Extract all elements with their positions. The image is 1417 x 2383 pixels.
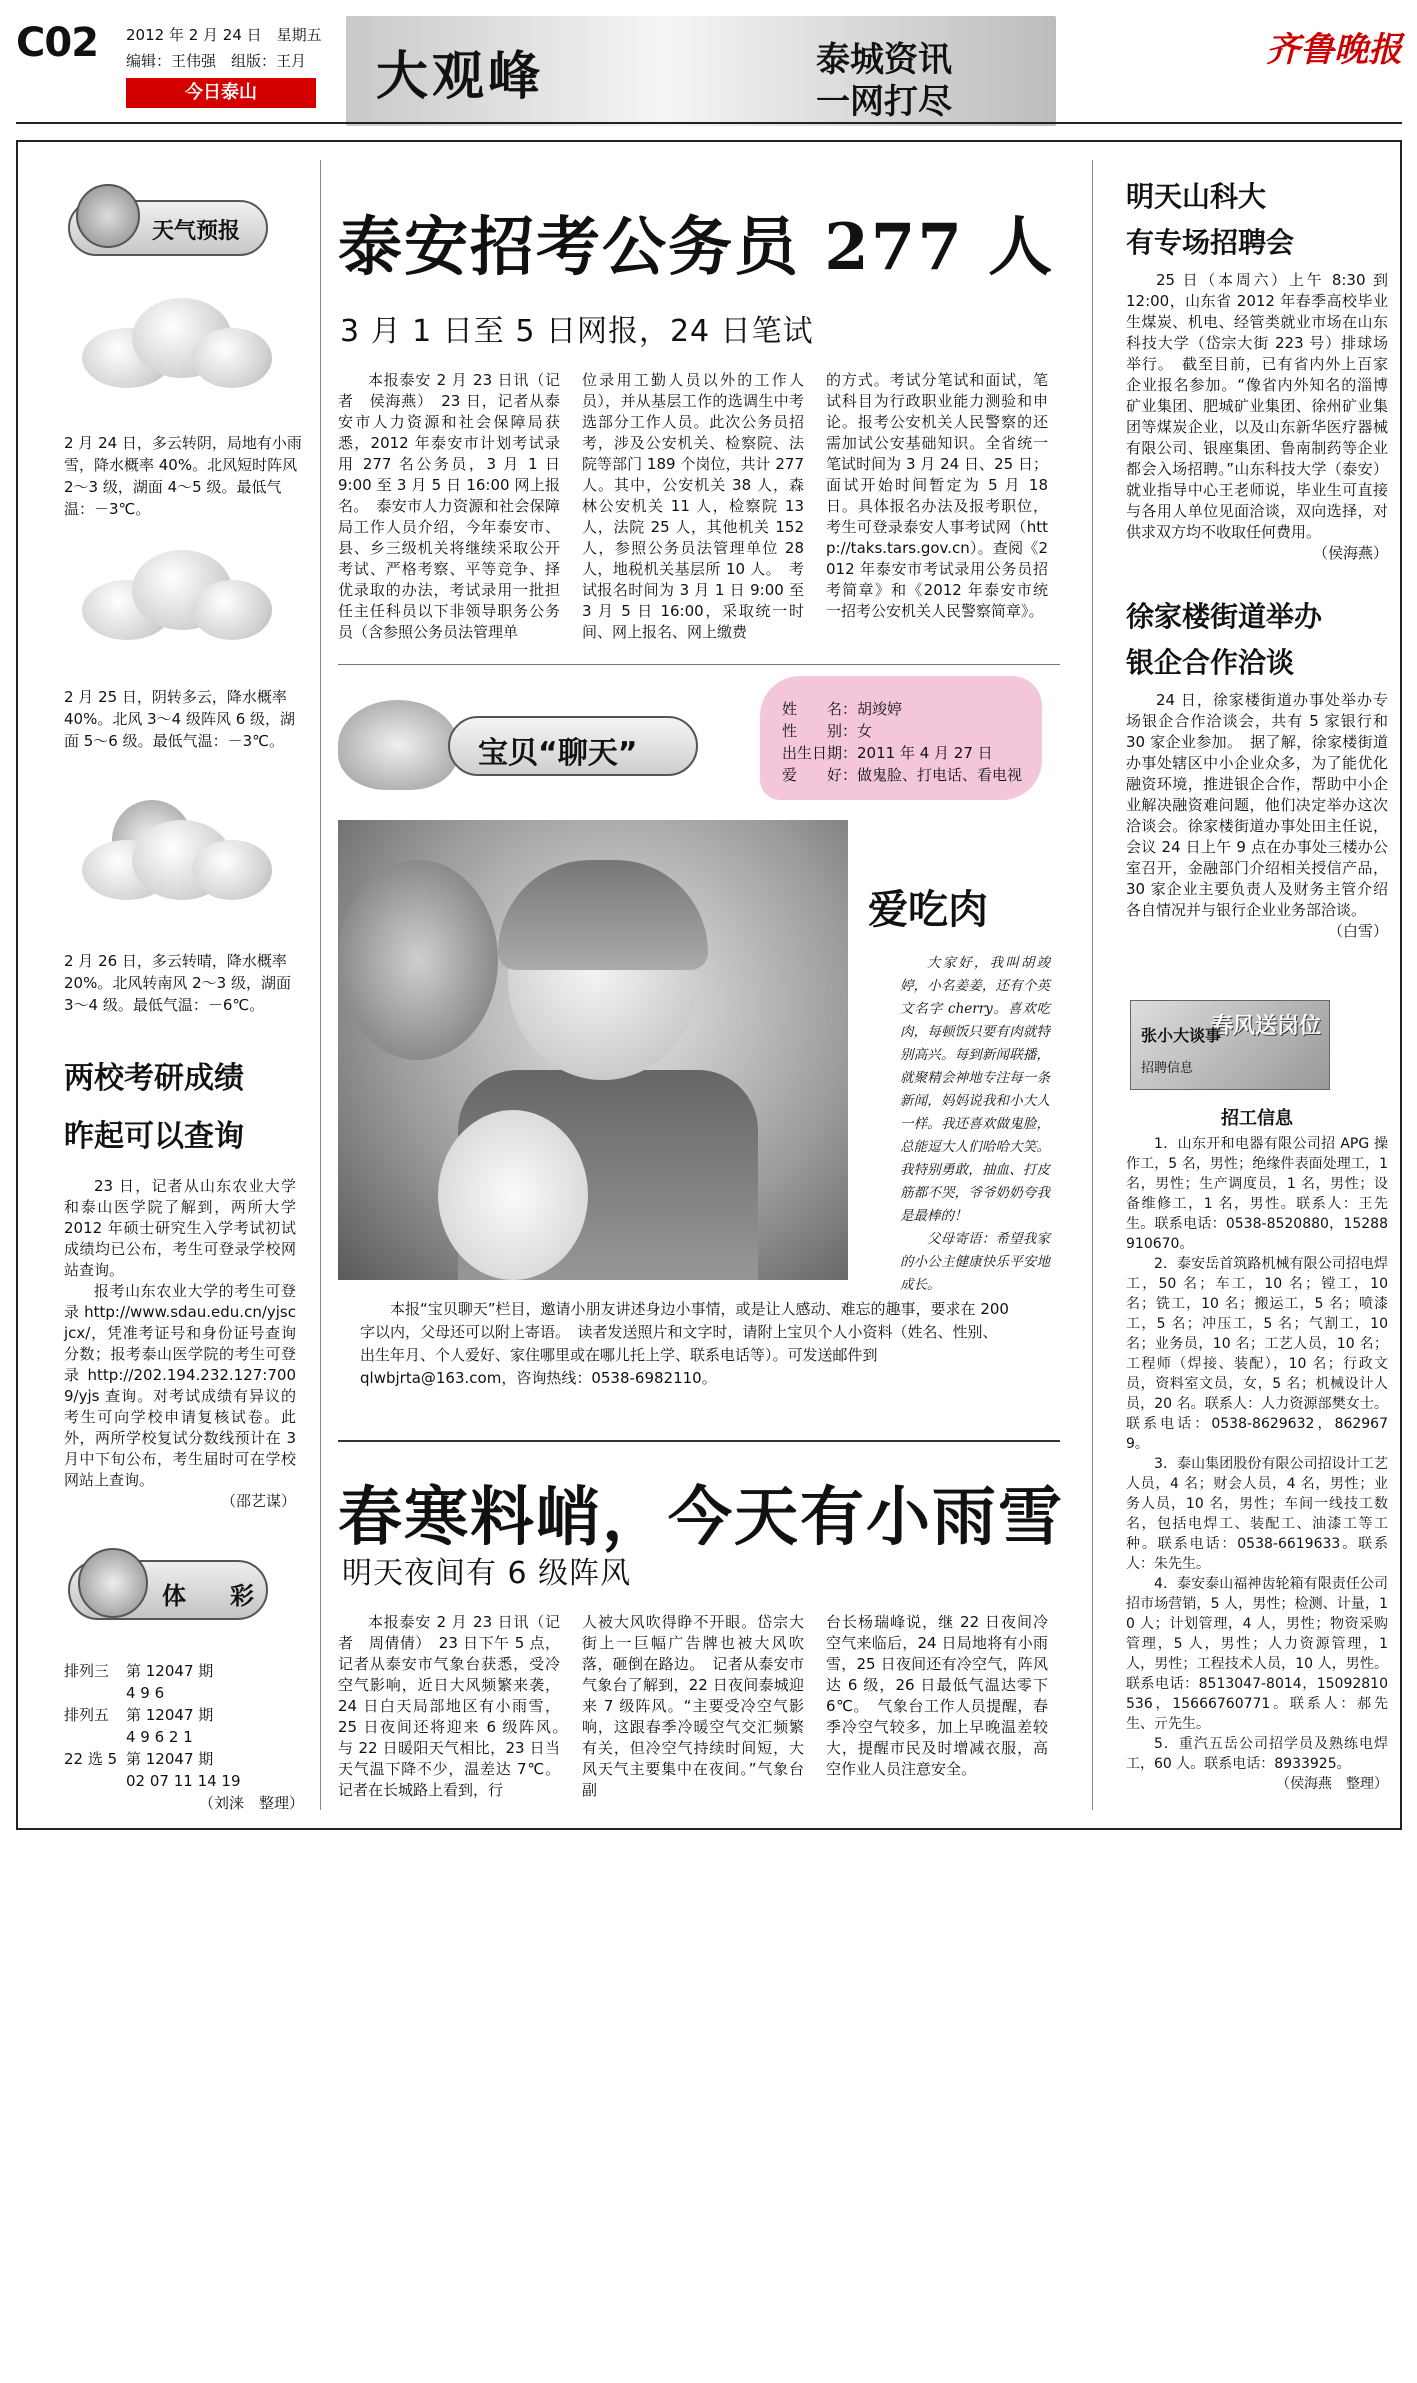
weather-col1: 本报泰安 2 月 23 日讯（记者 周倩倩） 23 日下午 5 点，记者从泰安市气象台获悉，受冷空气影响，近日大风频繁来袭，24 日白天局部地区有小雨雪，25 日夜间还将迎来 6 级阵风。 与 22 日暖阳天气相比，23 日当天气温下降不少，温差达 7℃。记者在长城路上看到，行	[338, 1613, 576, 1799]
newspaper-logo: 齐鲁晚报	[1266, 30, 1402, 70]
bank-headline-line1: 徐家楼街道举办	[1126, 600, 1323, 633]
recruitment-title: 招工信息	[1221, 1108, 1293, 1129]
baby-story-title: 爱吃肉	[868, 886, 988, 933]
baby-info-name: 姓 名：胡竣婷	[782, 700, 903, 718]
job-fair-headline-line1: 明天山科大	[1126, 180, 1267, 213]
job-fair-byline: （侯海燕）	[1312, 544, 1388, 562]
sun-icon	[76, 184, 140, 248]
exam-body	[64, 1176, 296, 1512]
weather-subhead: 明天夜间有 6 级阵风	[342, 1556, 632, 1591]
bank-headline-line2: 银企合作洽谈	[1126, 646, 1295, 679]
ad-title: 春风送岗位	[1211, 1014, 1322, 1039]
lottery-results	[64, 1660, 304, 1814]
recruitment-item: 5．重汽五岳公司招学员及熟练电焊工，60 人。联系电话：8933925。	[1126, 1736, 1388, 1772]
exam-byline: （邵艺谋）	[220, 1492, 296, 1510]
teddy-bear	[438, 1110, 588, 1280]
baby-info-birthdate: 出生日期：2011 年 4 月 27 日	[782, 744, 993, 762]
editors: 编辑：王伟强 组版：王月	[126, 52, 307, 70]
weather-col2: 人被大风吹得睁不开眼。岱宗大街上一巨幅广告牌也被大风吹落，砸倒在路边。 记者从泰安市气象台了解到，22 日夜间泰城迎来 7 级阵风。“主要受冷空气影响，这跟春季冷暖空气交汇频繁有关，但冷空气持续时间短，大风天气主要集中在夜间。”气象台副	[582, 1613, 804, 1799]
baby-info-hobbies: 爱 好：做鬼脸、打电话、看电视	[782, 766, 1023, 784]
civil-service-headline: 泰安招考公务员 277 人	[338, 210, 1055, 285]
baby-info-card	[760, 676, 1042, 800]
baby-chat-label: 宝贝“聊天”	[478, 736, 638, 771]
cloudy-icon	[72, 288, 272, 388]
parents-message: 父母寄语：希望我家的小公主健康快乐平安地成长。	[900, 1231, 1050, 1293]
weather-day-3: 2 月 26 日，多云转晴，降水概率 20%。北风转南风 2～3 级，湖面 3～4 级。最低气温：－6℃。	[64, 952, 291, 1014]
job-fair-headline	[1126, 174, 1386, 266]
banner-subtitle-1: 泰城资讯	[816, 40, 952, 80]
civil-service-subhead: 3 月 1 日至 5 日网报，24 日笔试	[340, 314, 814, 349]
ad-caption: 招聘信息	[1141, 1061, 1194, 1076]
exam-paragraph: 报考山东农业大学的考生可登录 http://www.sdau.edu.cn/yjscjcx/，凭准考证号和身份证号查询分数；报考泰山医学院的考生可登录 http://202.194.232.127:7009/yjs 查询。对考试成绩有异议的考生可向学校申请复核试卷。此外，两所学校复试分数线预计在 3 月中下旬公布，考生届时可在学校网站上查询。	[64, 1282, 296, 1489]
section-rule	[338, 1440, 1060, 1442]
cloudy-icon	[72, 540, 272, 640]
section-label: 今日泰山	[126, 78, 316, 108]
cartoon-mascot-icon	[338, 700, 458, 790]
banner-title: 大观峰	[376, 46, 545, 107]
header-rule	[16, 122, 1402, 124]
issue-date: 2012 年 2 月 24 日 星期五	[126, 26, 322, 44]
bank-headline	[1126, 594, 1386, 686]
lottery-row: 22 选 5 第 12047 期 02 07 11 14 19	[64, 1750, 241, 1790]
weather-badge	[68, 200, 268, 256]
lottery-badge	[68, 1560, 268, 1620]
exam-headline-line1: 两校考研成绩	[64, 1061, 244, 1096]
recruitment-item: 3．泰山集团股份有限公司招设计工艺人员，4 名；财会人员，4 名，男性；业务人员，10 名，男性；车间一线技工数名，包括电焊工、装配工、油漆工等工种。联系电话：0538-6619633。联系人：朱先生。	[1126, 1456, 1388, 1572]
baby-story-text: 大家好，我叫胡竣婷，小名姜姜，还有个英文名字 cherry。喜欢吃肉，每顿饭只要有肉就特别高兴。每到新闻联播，就聚精会神地专注每一条新闻，妈妈说我和小大人一样。我还喜欢做鬼脸，总能逗大人们哈哈大笑。我特别勇敢，抽血、打皮筋都不哭，爷爷奶奶夸我是最棒的！ 父母寄语：希望我家的小公主健康快乐平安地成长。	[900, 952, 1050, 1297]
sun-cloud-icon	[72, 800, 272, 900]
bank-body: 24 日，徐家楼街道办事处举办专场银企合作洽谈会，共有 5 家银行和 30 家企业参加。 据了解，徐家楼街道办事处辖区中小企业众多，为了能优化融资环境，推进银企合作，帮助中小企业解决融资难问题，他们决定举办这次洽谈会。徐家楼街道办事处田主任说，会议 24 日上午 9 点在办事处三楼办公室召开，金融部门介绍相关授信产品，30 家企业主要负责人及财务主管介绍各自情况并与银行企业业务部洽谈。 （白雪）	[1126, 691, 1388, 940]
section-rule	[338, 664, 1060, 665]
lottery-row: 排列三 第 12047 期 4 9 6	[64, 1662, 214, 1702]
job-fair-headline-line2: 有专场招聘会	[1126, 226, 1295, 259]
lottery-badge-label: 体 彩	[162, 1582, 264, 1610]
baby-info-gender: 性 别：女	[782, 722, 873, 740]
recruitment-byline: （侯海燕 整理）	[1276, 1776, 1388, 1792]
weather-col3: 台长杨瑞峰说，继 22 日夜间冷空气来临后，24 日局地将有小雨雪，25 日夜间还有冷空气，阵风达 6 级，26 日最低气温达零下 6℃。 气象台工作人员提醒，春季冷空气较多，加上早晚温差较大，提醒市民及时增减衣服，高空作业人员注意安全。	[826, 1613, 1048, 1778]
page-header	[16, 16, 1402, 126]
recruitment-item: 2．泰安岳首筑路机械有限公司招电焊工，50 名；车工，10 名；镗工，10 名；铣工，10 名；搬运工，5 名；喷漆工，5 名；冲压工，5 名；气割工，10 名；业务员，10 名；工艺人员，10 名；工程师（焊接、装配），10 名；行政文员，资料室文员，女，5 名；机械设计人员，20 名。联系人：人力资源部樊女士。联系电话：0538-8629632，8629679。	[1126, 1256, 1388, 1452]
bank-byline: （白雪）	[1327, 922, 1388, 940]
weather-day-2: 2 月 25 日，阴转多云，降水概率 40%。北风 3～4 级阵风 6 级，湖面 5～6 级。最低气温：－3℃。	[64, 688, 296, 750]
banner	[346, 16, 1056, 126]
recruitment-item: 1．山东开和电器有限公司招 APG 操作工，5 名，男性；绝缘件表面处理工，1 名，男性；生产调度员，1 名，男性；设备维修工，1 名，男性。联系人：王先生。联系电话：0538-8520880，15288910670。	[1126, 1136, 1388, 1252]
banner-subtitle-2: 一网打尽	[816, 82, 952, 122]
recruitment-list	[1126, 1134, 1388, 1794]
lottery-byline: （刘涞 整理）	[198, 1794, 304, 1812]
exam-headline	[64, 1050, 304, 1166]
recruitment-ad-banner	[1130, 1000, 1330, 1090]
baby-chat-badge	[338, 690, 718, 800]
weather-badge-label: 天气预报	[152, 219, 241, 244]
civil-service-col2: 位录用工勤人员以外的工作人员），并从基层工作的选调生中考选部分工作人员。此次公务员招考，涉及公安机关、检察院、法院等部门 189 个岗位，共计 277 人。其中，公安机关 38 人，森林公安机关 11 人，检察院 13 人，法院 25 人，其他机关 152 人，参照公务员法管理单位 28 人，地税机关基层所 10 人。 考试报名时间为 3 月 1 日 9:00 至 3 月 5 日 16:00，采取统一时间、网上报名、网上缴费	[582, 371, 804, 641]
job-fair-body: 25 日（本周六）上午 8:30 到 12:00，山东省 2012 年春季高校毕业生煤炭、机电、经管类就业市场在山东科技大学（岱宗大街 223 号）排球场举行。 截至目前，已有省内外上百家企业报名参加。“像省内外知名的淄博矿业集团、肥城矿业集团、徐州矿业集团等煤炭企业，以及山东新华医疗器械有限公司、银座集团、鲁南制药等企业都会入场招聘。”山东科技大学（泰安）就业指导中心王老师说，毕业生可直接与各用人单位见面洽谈，双向选择，对供求双方均不收取任何费用。 （侯海燕）	[1126, 271, 1388, 562]
lottery-ball-icon	[78, 1548, 148, 1618]
column-divider-right	[1092, 160, 1093, 1810]
page-number: C02	[16, 20, 99, 66]
recruitment-item: 4．泰安泰山福神齿轮箱有限责任公司招市场营销，5 人，男性；检测、计量，10 人；计划管理，4 人，男性；物资采购管理，5 人，男性；人力资源管理，1 人，男性；工程技术人员，10 人，男性。联系电话：8513047-8014，15092810536，15666760771。联系人：郝先生、亓先生。	[1126, 1576, 1388, 1732]
baby-photo	[338, 820, 848, 1280]
column-divider-left	[320, 160, 321, 1810]
column-notice: 本报“宝贝聊天”栏目，邀请小朋友讲述身边小事情，或是让人感动、难忘的趣事，要求在 200 字以内，父母还可以附上寄语。 读者发送照片和文字时，请附上宝贝个人小资料（姓名、性别、出生年月、个人爱好、家住哪里或在哪儿托上学、联系电话等）。可发送邮件到 qlwbjrta@163.com，咨询热线：0538-6982110。	[360, 1300, 1009, 1387]
civil-service-col1: 本报泰安 2 月 23 日讯（记者 侯海燕） 23 日，记者从泰安市人力资源和社会保障局获悉，2012 年泰安市计划考试录用 277 名公务员，3 月 1 日 9:00 至 3 月 5 日 16:00 网上报名。 泰安市人力资源和社会保障局工作人员介绍，今年泰安市、县、乡三级机关将继续采取公开考试、严格考察、平等竞争、择优录取的办法，考试录用一批担任主任科员以下非领导职务公务员（含参照公务员法管理单	[338, 371, 560, 641]
weather-day-1: 2 月 24 日，多云转阴，局地有小雨雪，降水概率 40%。北风短时阵风 2～3 级，湖面 4～5 级。最低气温：－3℃。	[64, 434, 302, 518]
ad-subtitle: 张小大谈事	[1141, 1026, 1222, 1045]
civil-service-col3: 的方式。考试分笔试和面试，笔试科目为行政职业能力测验和申论。报考公安机关人民警察的还需加试公安基础知识。全省统一笔试时间为 3 月 24 日、25 日；面试开始时间暂定为 5 月 18 日。具体报名办法及报考职位，考生可登录泰安人事考试网（http://taks.tars.gov.cn）。查阅《2012 年泰安市考试录用公务员招考简章》和《2012 年泰安市统一招考公安机关人民警察简章》。	[826, 371, 1048, 620]
exam-paragraph: 23 日，记者从山东农业大学和泰山医学院了解到，两所大学 2012 年硕士研究生入学考试初试成绩均已公布，考生可登录学校网站查询。	[64, 1177, 296, 1279]
exam-headline-line2: 昨起可以查询	[64, 1119, 244, 1154]
weather-headline: 春寒料峭，今天有小雨雪	[338, 1480, 1064, 1555]
lottery-row: 排列五 第 12047 期 4 9 6 2 1	[64, 1706, 214, 1746]
